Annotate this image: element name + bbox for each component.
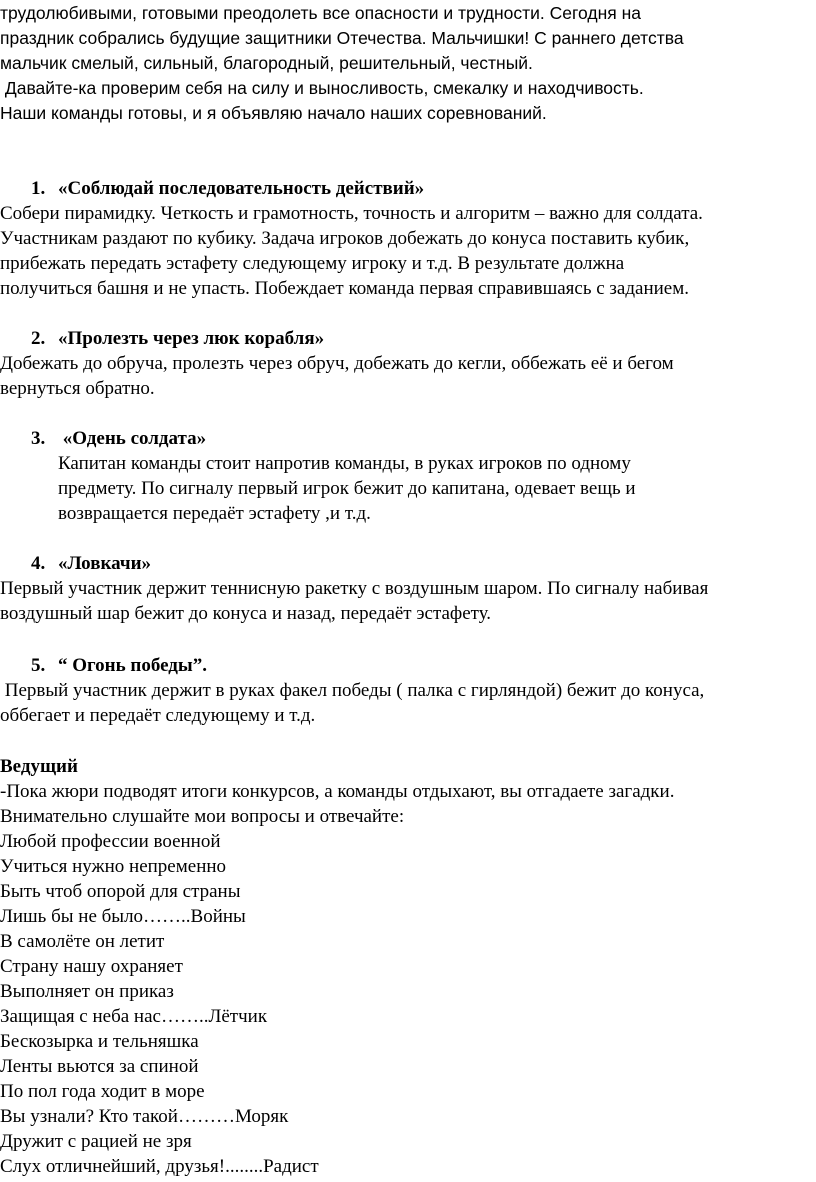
contest-title: «Соблюдай последовательность действий» (58, 178, 425, 199)
riddle-line: Ленты вьются за спиной (0, 1056, 199, 1077)
riddle-line: Защищая с неба нас……..Лётчик (0, 1006, 268, 1027)
contest-text-line: прибежать передать эстафету следующему игроку и т.д. В результате должна (0, 253, 625, 274)
riddle-line: По пол года ходит в море (0, 1081, 205, 1102)
riddle-line: Страну нашу охраняет (0, 956, 183, 977)
contest-title: “ Огонь победы”. (58, 655, 208, 676)
contest-title: «Ловкачи» (58, 553, 152, 574)
contest-number: 3. (31, 428, 46, 449)
contest-title: «Одень солдата» (58, 428, 207, 449)
contest-text-line: возвращается передаёт эстафету ,и т.д. (58, 503, 371, 524)
contest-text-line: вернуться обратно. (0, 378, 155, 399)
contest-text-line: Первый участник держит теннисную ракетку с воздушным шаром. По сигналу набивая (0, 578, 709, 599)
riddle-line: В самолёте он летит (0, 931, 165, 952)
contest-text-line: Капитан команды стоит напротив команды, в руках игроков по одному (58, 453, 631, 474)
riddle-line: Любой профессии военной (0, 831, 221, 852)
host-heading: Ведущий (0, 756, 78, 777)
intro-line: праздник собрались будущие защитники Отечества. Мальчишки! С раннего детства (0, 28, 684, 48)
host-line: -Пока жюри подводят итоги конкурсов, а команды отдыхают, вы отгадаете загадки. (0, 781, 675, 802)
contest-text-line: Добежать до обруча, пролезть через обруч, добежать до кегли, оббежать её и бегом (0, 353, 674, 374)
contest-text-line: воздушный шар бежит до конуса и назад, передаёт эстафету. (0, 603, 492, 624)
riddle-line: Бескозырка и тельняшка (0, 1031, 199, 1052)
riddle-line: Дружит с рацией не зря (0, 1131, 192, 1152)
riddle-line: Быть чтоб опорой для страны (0, 881, 241, 902)
riddle-line: Слух отличнейший, друзья!........Радист (0, 1156, 319, 1177)
contest-title: «Пролезть через люк корабля» (58, 328, 325, 349)
contest-text-line: получиться башня и не упасть. Побеждает команда первая справившаясь с заданием. (0, 278, 690, 299)
contest-text-line: Первый участник держит в руках факел победы ( палка с гирляндой) бежит до конуса, (0, 680, 705, 701)
intro-line: мальчик смелый, сильный, благородный, решительный, честный. (0, 53, 533, 73)
riddle-line: Лишь бы не было……..Войны (0, 906, 246, 927)
contest-number: 1. (31, 178, 46, 199)
contest-number: 5. (31, 655, 46, 676)
intro-line: Давайте-ка проверим себя на силу и выносливость, смекалку и находчивость. (0, 78, 644, 98)
contest-text-line: оббегает и передаёт следующему и т.д. (0, 705, 316, 726)
intro-line: Наши команды готовы, и я объявляю начало наших соревнований. (0, 103, 547, 123)
contest-text-line: Собери пирамидку. Четкость и грамотность, точность и алгоритм – важно для солдата. (0, 203, 703, 224)
riddle-line: Вы узнали? Кто такой………Моряк (0, 1106, 289, 1127)
intro-line: трудолюбивыми, готовыми преодолеть все опасности и трудности. Сегодня на (0, 3, 641, 23)
riddle-line: Выполняет он приказ (0, 981, 174, 1002)
contest-number: 4. (31, 553, 46, 574)
contest-text-line: предмету. По сигналу первый игрок бежит до капитана, одевает вещь и (58, 478, 636, 499)
host-line: Внимательно слушайте мои вопросы и отвечайте: (0, 806, 405, 827)
contest-number: 2. (31, 328, 46, 349)
riddle-line: Учиться нужно непременно (0, 856, 227, 877)
contest-text-line: Участникам раздают по кубику. Задача игроков добежать до конуса поставить кубик, (0, 228, 690, 249)
